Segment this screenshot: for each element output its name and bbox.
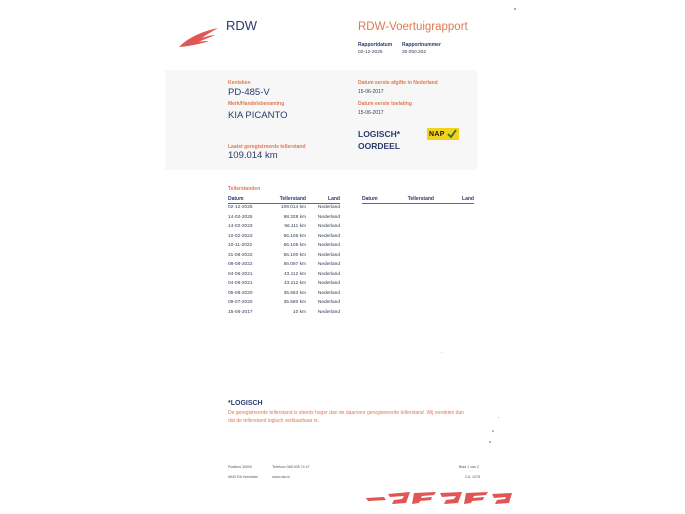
reading-value: 56.105 km — [283, 243, 306, 249]
readings-section-title: Tellerstanden — [228, 186, 261, 192]
report-date: 02-12-2025 — [358, 50, 383, 55]
table-row — [228, 270, 340, 280]
reading-date: 05-08-2020 — [228, 290, 253, 296]
first-admission-label: Datum eerste toelating — [358, 101, 412, 107]
verdict-line2: OORDEEL — [358, 141, 401, 151]
table-row — [228, 260, 340, 270]
reading-country: Nederland — [317, 309, 340, 315]
reading-country: Nederland — [317, 243, 340, 249]
reading-date: 15-06-2017 — [228, 309, 253, 315]
reading-value: 56.100 km — [283, 252, 306, 258]
reading-country: Nederland — [317, 281, 340, 287]
col-header-country: Land — [328, 196, 340, 202]
table-header-rule-left — [228, 203, 340, 204]
reading-value: 10 km — [292, 309, 306, 315]
scan-speck — [489, 441, 491, 443]
footer-phone: Telefoon 088 008 74 47 — [272, 465, 310, 469]
reading-value: 43.112 km — [283, 281, 306, 287]
table-row — [228, 308, 340, 318]
make-value: KIA PICANTO — [228, 110, 288, 121]
odometer-value: 109.014 km — [228, 150, 278, 161]
readings-table-left — [228, 195, 340, 317]
col-header-date: Datum — [362, 196, 378, 202]
table-row — [228, 298, 340, 308]
rdw-bird-icon — [178, 26, 220, 50]
footer-code: 2.6. 1078 — [465, 475, 480, 479]
scan-speck — [441, 352, 442, 353]
scan-speck — [492, 430, 494, 432]
table-row — [228, 251, 340, 261]
reading-date: 10-02-2023 — [228, 233, 253, 239]
col-header-country: Land — [462, 196, 474, 202]
reading-country: Nederland — [317, 300, 340, 306]
stripes-icon — [362, 490, 518, 506]
report-number: 30.050.202 — [402, 50, 427, 55]
reading-country: Nederland — [317, 214, 340, 220]
rdw-logo — [178, 26, 220, 50]
col-header-reading: Tellerstand — [407, 196, 434, 202]
reading-country: Nederland — [317, 262, 340, 268]
footer-page: Blad 1 van 2 — [459, 465, 479, 469]
table-row — [228, 232, 340, 242]
reading-country: Nederland — [317, 205, 340, 211]
reading-date: 10-11-2022 — [228, 243, 253, 249]
table-row — [228, 241, 340, 251]
reading-country: Nederland — [317, 252, 340, 258]
reading-date: 14-02-2025 — [228, 214, 253, 220]
verdict-line1: LOGISCH* — [358, 129, 401, 139]
reading-country: Nederland — [317, 271, 340, 277]
footer-website: www.rdw.nl — [272, 475, 290, 479]
checkmark-icon — [447, 129, 457, 139]
table-row — [228, 203, 340, 213]
reading-date: 04-06-2021 — [228, 281, 253, 287]
nap-logo-text: NAP — [429, 130, 445, 138]
reading-date: 08-08-2022 — [228, 262, 253, 268]
reading-date: 02-12-2025 — [228, 205, 253, 211]
nap-logo — [427, 128, 459, 140]
table-row — [228, 222, 340, 232]
footer-address-line1: Postbus 30000 — [228, 465, 252, 469]
readings-table-right — [362, 195, 474, 203]
plate-label: Kenteken — [228, 80, 251, 86]
table-row — [228, 289, 340, 299]
reading-country: Nederland — [317, 290, 340, 296]
first-admission-value: 15-06-2017 — [358, 110, 384, 116]
odometer-label: Laatst geregistreerde tellerstand — [228, 144, 306, 150]
footer-address-line2: 9640 RA Veendam — [228, 475, 258, 479]
reading-value: 56.097 km — [283, 262, 306, 268]
table-row — [228, 213, 340, 223]
reading-value: 35.583 km — [283, 290, 306, 296]
first-issue-nl-label: Datum eerste afgifte in Nederland — [358, 80, 438, 86]
reading-value: 35.580 km — [283, 300, 306, 306]
table-header-row — [362, 195, 474, 203]
table-row — [228, 279, 340, 289]
reading-date: 31-08-2022 — [228, 252, 253, 258]
note-title: *LOGISCH — [228, 400, 263, 407]
reading-country: Nederland — [317, 233, 340, 239]
plate-value: PD-485-V — [228, 87, 270, 98]
report-number-label: Rapportnummer — [402, 42, 441, 48]
reading-value: 109.014 km — [280, 205, 306, 211]
footer-decorative-stripes — [362, 490, 518, 506]
report-date-label: Rapportdatum — [358, 42, 393, 48]
col-header-date: Datum — [228, 196, 244, 202]
col-header-reading: Tellerstand — [279, 196, 306, 202]
note-text-line1: De geregistreerde tellerstand is steeds hoger dan de daarvoor geregistreerde tellerstand. Wij oordelen dan — [228, 410, 464, 416]
reading-date: 04-06-2021 — [228, 271, 253, 277]
reading-date: 14-02-2023 — [228, 224, 253, 230]
make-label: Merk/Handelsbenaming — [228, 101, 285, 107]
reading-value: 43.112 km — [283, 271, 306, 277]
reading-country: Nederland — [317, 224, 340, 230]
scan-speck — [498, 417, 499, 418]
table-header-rule-right — [362, 203, 474, 204]
readings-table-body — [228, 203, 340, 317]
table-header-row — [228, 195, 340, 203]
scan-speck — [514, 8, 516, 10]
reading-value: 56.111 km — [284, 224, 306, 230]
reading-date: 09-07-2020 — [228, 300, 253, 306]
first-issue-nl-value: 15-06-2017 — [358, 89, 384, 95]
reading-value: 98.328 km — [283, 214, 306, 220]
brand-name: RDW — [226, 18, 258, 33]
note-text-line2: dat de tellerstand logisch verklaarbaar is. — [228, 418, 319, 424]
report-title: RDW-Voertuigrapport — [358, 21, 468, 33]
reading-value: 56.106 km — [283, 233, 306, 239]
